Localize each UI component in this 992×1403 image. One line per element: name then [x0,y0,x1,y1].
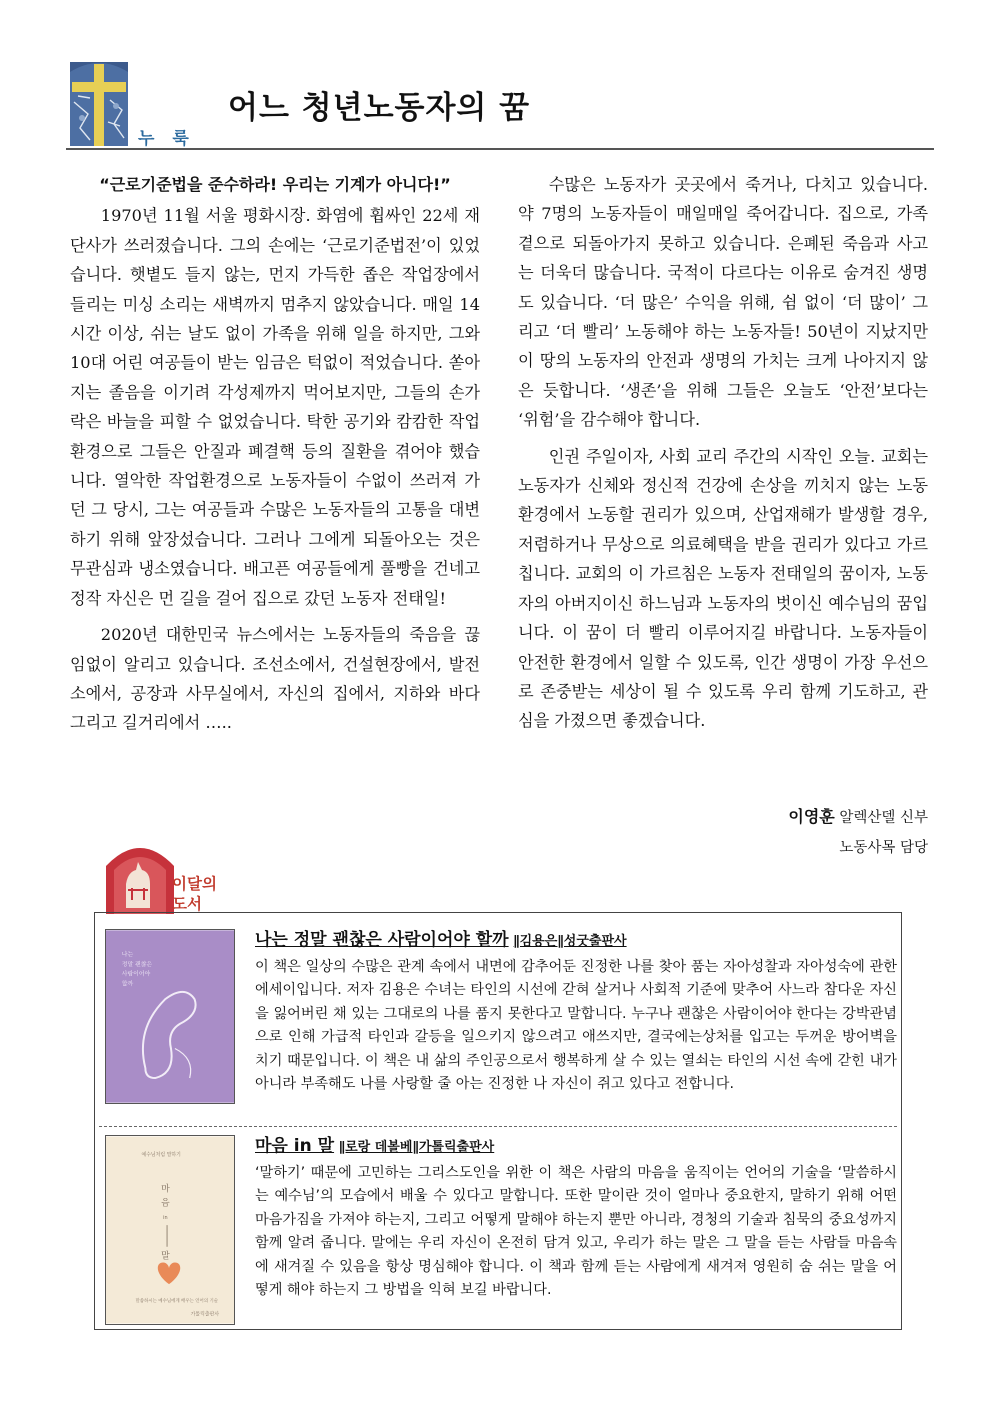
column-label: 누 룩 [138,129,195,149]
svg-text:말: 말 [161,1251,170,1262]
book-cover-image [105,929,235,1104]
book-description: 이 책은 일상의 수많은 관계 속에서 내면에 감추어둔 진정한 나를 찾아 품는 자아성찰과 자아성숙에 관한 에세이입니다. 저자 김용은 수녀는 타인의 시선에 갇혀 살거나 사회적 기준에 맞추어 사느라 참다운 자신을 잃어버린 채 있는 그대로의 나를 품지 못한다고 말합니다. 누구나 괜찮은 사람이어야 한다는 강박관념으로 인해 가급적 타인과 갈등을 일으키지 않으려고 애쓰지만, 결국에는상처를 입고는 두꺼운 방어벽을 치기 때문입니다. 이 책은 내 삶의 주인공으로서 행복하게 살 수 있는 열쇠는 타인의 시선 속에 갇힌 내가 아니라 부족해도 나를 사랑할 줄 아는 진정한 나 자신이 쥐고 있다고 전합니다. [255,958,897,1092]
book-entry [105,1135,897,1325]
book-author-publisher: ∥김용은∥성굿출판사 [513,934,627,949]
page-title: 어느 청년노동자의 꿈 [228,90,531,126]
book-description: ‘말하기’ 때문에 고민하는 그리스도인을 위한 이 책은 사람의 마음을 움직이는 언어의 기술을 ‘말씀하시는 예수님’의 모습에서 배울 수 있다고 말합니다. 또한 말이란 것이 얼마나 중요한지, 말하기 위해 어떤 마음가짐을 가져야 하는지, 그리고 어떻게 말해야 하는지 뿐만 아니라, 경청의 기술과 침묵의 중요성까지 함께 알려 줍니다. 말에는 우리 자신이 온전히 담겨 있고, 우리가 하는 말은 그 말을 듣는 사람들 마음속에 새겨질 수 있음을 항상 명심해야 합니다. 이 책과 함께 듣는 사람에게 새겨져 영원히 숨 쉬는 말을 어떻게 해야 하는지 그 방법을 익혀 보길 바랍니다. [255,1164,897,1298]
book-title: 나는 정말 괜찮은 사람이어야 할까 [255,930,509,950]
article-paragraph: 1970년 11월 서울 평화시장. 화염에 휩싸인 22세 재단사가 쓰러졌습니다. 그의 손에는 ‘근로기준법전’이 있었습니다. 햇볕도 들지 않는, 먼지 가득한 좁은 작업장에서 들리는 미싱 소리는 새벽까지 멈추지 않았습니다. 매일 14시간 이상, 쉬는 날도 없이 가족을 위해 일을 하지만, 그와 10대 어린 여공들이 받는 임금은 턱없이 적었습니다. 쏟아지는 졸음을 이기려 각성제까지 먹어보지만, 그들의 손가락은 바늘을 피할 수 없었습니다. 탁한 공기와 캄캄한 작업 환경으로 그들은 안질과 폐결핵 등의 질환을 겪어야 했습니다. 열악한 작업환경으로 노동자들이 수없이 쓰러져 가던 그 당시, 그는 여공들과 수많은 노동자들의 고통을 대변하기 위해 앞장섰습니다. 그러나 그에게 되돌아오는 것은 무관심과 냉소였습니다. 배고픈 여공들에게 풀빵을 건네고 정작 자신은 먼 길을 걸어 집으로 갔던 노동자 전태일! [70,206,480,608]
svg-text:나는: 나는 [121,951,134,958]
author-title: 알렉산델 신부 [834,810,928,826]
svg-text:가톨릭출판사: 가톨릭출판사 [190,1311,220,1318]
book-cover-image [105,1135,235,1325]
book-author-publisher: ∥로랑 데볼베∥가톨릭출판사 [338,1140,495,1155]
article-column-right [518,170,928,736]
book-text [255,1135,897,1303]
svg-text:in: in [163,1215,168,1222]
author-role: 노동사목 담당 [839,840,928,856]
book-title: 마음 in 말 [255,1136,335,1156]
svg-text:말씀하시는 예수님에게 배우는 언어의 기술: 말씀하시는 예수님에게 배우는 언어의 기술 [135,1298,219,1304]
book-divider [99,1126,897,1127]
header-divider [66,148,934,150]
svg-text:사람이어야: 사람이어야 [121,971,151,978]
book-entry [105,929,897,1119]
article-paragraph: 인권 주일이자, 사회 교리 주간의 시작인 오늘. 교회는 노동자가 신체와 정신적 건강에 손상을 끼치지 않는 노동 환경에서 노동할 권리가 있으며, 산업재해가 발생할 경우, 저렴하거나 무상으로 의료혜택을 받을 권리가 있다고 가르칩니다. 교회의 이 가르침은 노동자 전태일의 꿈이자, 노동자의 아버지이신 하느님과 노동자의 벗이신 예수님의 꿈입니다. 이 꿈이 더 빨리 이루어지길 바랍니다. 노동자들이 안전한 환경에서 일할 수 있도록, 인간 생명이 가장 우선으로 존중받는 세상이 될 수 있도록 우리 함께 기도하고, 관심을 가졌으면 좋겠습니다. [518,446,928,731]
svg-text:음: 음 [161,1198,170,1209]
svg-text:마: 마 [161,1184,170,1195]
article-paragraph: 2020년 대한민국 뉴스에서는 노동자들의 죽음을 끊임없이 알리고 있습니다. 조선소에서, 건설현장에서, 발전소에서, 공장과 사무실에서, 자신의 집에서, 지하와 바다 그리고 길거리에서 ….. [70,625,480,733]
svg-text:할까: 할까 [121,981,134,988]
book-text [255,929,897,1097]
book-section-label: 이달의 도서 [172,875,217,913]
article-column-left [70,170,480,738]
books-box [94,912,902,1330]
author-signature [700,802,928,863]
article-quote: “근로기준법을 준수하라! 우리는 기계가 아니다!” [99,175,451,194]
author-name: 이영훈 [788,807,835,826]
svg-text:예수님처럼 말하기: 예수님처럼 말하기 [141,1152,181,1159]
article-paragraph: 수많은 노동자가 곳곳에서 죽거나, 다치고 있습니다. 약 7명의 노동자들이 매일매일 죽어갑니다. 집으로, 가족 곁으로 되돌아가지 못하고 있습니다. 은폐된 죽음과 사고는 더욱더 많습니다. 국적이 다르다는 이유로 숨겨진 생명도 있습니다. ‘더 많은’ 수익을 위해, 쉼 없이 ‘더 많이’ 그리고 ‘더 빨리’ 노동해야 하는 노동자들! 50년이 지났지만 이 땅의 노동자의 안전과 생명의 가치는 크게 나아지지 않은 듯합니다. ‘생존’을 위해 그들은 오늘도 ‘안전’보다는 ‘위험’을 감수해야 합니다. [518,175,928,430]
book-of-month-icon [104,840,176,914]
svg-text:정말 괜찮은: 정말 괜찮은 [121,961,153,968]
cross-window-icon [70,62,128,146]
page-header [68,60,934,152]
